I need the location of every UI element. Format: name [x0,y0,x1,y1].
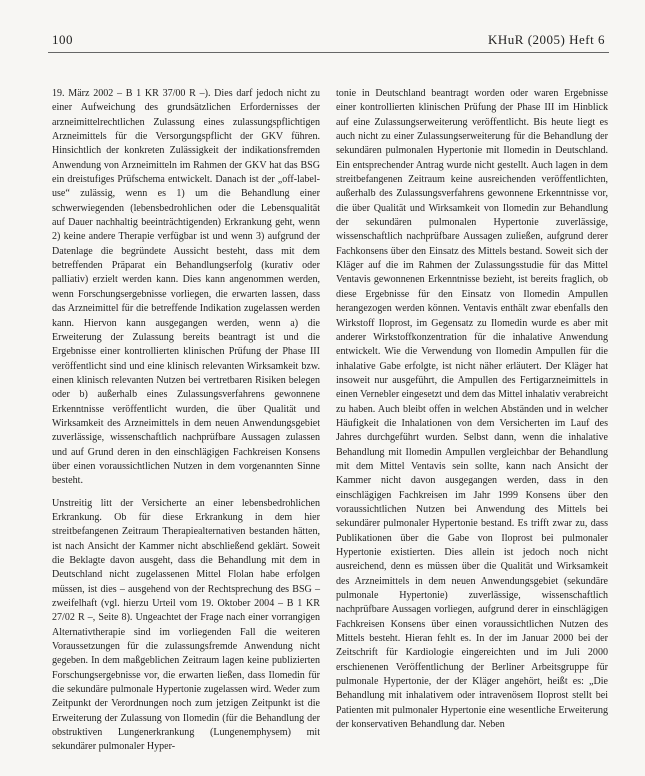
paragraph: 19. März 2002 – B 1 KR 37/00 R –). Dies darf jedoch nicht zu einer Aufweichung des grundsätzlichen Erfordernisses der arzneimittelrechtlichen Zulassung eines zulassungspflichtigen Arzneimittels für die Versorgungspflicht der GKV führen. Hinsichtlich der konkreten Zulässigkeit der indikationsfremden Anwendung von Arzneimitteln im Rahmen der GKV hat das BSG ein dreistufiges Prüfschema entwickelt. Danach ist der „off-label-use“ zulässig, wenn es 1) um die Behandlung einer schwerwiegenden (lebensbedrohlichen oder die Lebensqualität auf Dauer nachhaltig beeinträchtigenden) Erkrankung geht, wenn 2) keine andere Therapie verfügbar ist und wenn 3) aufgrund der Datenlage die begründete Aussicht besteht, dass mit dem betreffenden Präparat ein Behandlungserfolg (kurativ oder palliativ) erzielt werden kann. Dies kann angenommen werden, wenn Forschungsergebnisse vorliegen, die erwarten lassen, dass das Arzneimittel für die betreffende Indikation zugelassen werden kann. Hiervon kann ausgegangen werden, wenn a) die Erweiterung der Zulassung bereits beantragt ist und die Ergebnisse einer kontrollierten klinischen Prüfung der Phase III veröffentlicht sind und eine klinisch relevanten Wirksamkeit bzw. einen klinisch relevanten Nutzen bei vertretbaren Risiken belegen oder b) außerhalb eines Zulassungsverfahrens gewonnene Erkenntnisse veröffentlicht wurden, die über Qualität und Wirksamkeit des Arzneimittels in dem neuen Anwendungsgebiet zuverlässige, wissenschaftlich nachprüfbare Aussagen zulassen und auf Grund deren in den einschlägigen Fachkreisen Konsens über einen voraussichtlichen Nutzen in dem vorgenannten Sinne besteht. [52,88,320,487]
right-column [336,87,608,732]
paragraph: tonie in Deutschland beantragt worden oder waren Ergebnisse einer kontrollierten klinischen Prüfung der Phase III im Hinblick auf eine Zulassungserweiterung veröffentlicht. Bis heute liegt es auch nicht zu einer Zulassungserweiterung für die Behandlung der sekundären pulmonalen Hypertonie mit Ilomedin in Deutschland. Ein entsprechender Antrag wurde nicht gestellt. Auch lagen in dem streitbefangenen Zeitraum keine ausreichenden veröffentlichten, außerhalb des Zulassungsverfahrens gewonnene Erkenntnisse vor, die über Qualität und Wirksamkeit von Ilomedin zur Behandlung der sekundären pulmonalen Hypertonie zuverlässige, wissenschaftlich nachprüfbare Aussagen zuließen, aufgrund derer Fachkonsens über den Einsatz des Mittels bestand. Soweit sich der Kläger auf die im Rahmen der Zulassungsstudie für das Mittel Ventavis gewonnenen Erkenntnisse bezieht, ist bereits fraglich, ob diese Ergebnisse für den Einsatz von Ilomedin Ampullen herangezogen werden können. Ventavis enthält zwar ebenfalls den Wirkstoff Iloprost, im Gegensatz zu Ilomedin wurde es aber mit anderer Wirkstoffkonzentration für die inhalative Anwendung entwickelt. Wie die Verwendung von Ilomedin Ampullen für die inhalative Gabe erfolgte, ist nicht näher erläutert. Der Kläger hat insoweit nur ausgeführt, die Ampullen des Fertigarzneimittels in einen Vernebler eingesetzt und dem das Mittel inhalativ verabreicht zu haben. Auch bleibt offen in welchen Abständen und in welcher Häufigkeit die Inhalationen von dem Versicherten im Lauf des Jahres durchgeführt wurden. Selbst dann, wenn die inhalative Behandlung mit Ilomedin Ampullen vergleichbar der Behandlung mit dem Mittel Ventavis sein sollte, kann nach Ansicht der Kammer nicht davon ausgegangen werden, dass in den einschlägigen Fachkreisen im Jahr 1999 Konsens über den voraussichtlichen Nutzen bei Anwendung des Mittels bei sekundärer pulmonaler Hypertonie bestand. Es trifft zwar zu, dass Publikationen über die Gabe von Iloprost bei pulmonaler Hypertonie existierten. Dies allein ist jedoch noch nicht ausreichend, denn es müssen über die Qualität und Wirksamkeit des Arzneimittels in dem neuen Anwendungsgebiet (sekundäre pulmonale Hypertonie) zuverlässige, wissenschaftlich nachprüfbare Aussagen vorliegen, aufgrund derer in einschlägigen Fachkreisen Konsens über einen voraussichtlichen Nutzen des Mittels besteht. Hieran fehlt es. In der im Januar 2000 bei der Zeitschrift für Kardiologie eingereichten und im Juli 2000 erschienenen Veröffentlichung der Berliner Arbeitsgruppe für pulmonale Hypertonie, der der Kläger angehört, heißt es: „Die Behandlung mit inhalativem oder intravenösem Iloprost stellt bei Patienten mit pulmonaler Hypertonie eine wesentliche Erweiterung der konservativen Behandlung dar. Neben [336,88,608,731]
page-number: 100 [52,32,73,47]
journal-reference: KHuR (2005) Heft 6 [488,32,605,47]
paragraph: Unstreitig litt der Versicherte an einer lebensbedrohlichen Erkrankung. Ob für diese Erkrankung in dem hier streitbefangenen Zeitraum Therapiealternativen bestanden hätten, ist nach Ansicht der Kammer nicht abschließend geklärt. Soweit die Beklagte davon ausgeht, dass die Behandlung mit dem in Deutschland nicht zugelassenen Mittel Flolan habe erfolgen müssen, ist dies – ausgehend von der Rechtsprechung des BSG – zweifelhaft (vgl. hierzu Urteil vom 19. Oktober 2004 – B 1 KR 27/02 R –, Seite 8). Ungeachtet der Frage nach einer vorrangigen Alternativtherapie sind im vorliegenden Fall die weiteren Voraussetzungen für die zulassungsfremde Anwendung nicht gegeben. In dem maßgeblichen Zeitraum lagen keine publizierten Forschungsergebnisse vor, die erwarten ließen, dass Ilomedin für die sekundäre pulmonale Hypertonie zugelassen wird. Weder zum Zeitpunkt der Verordnungen noch zum jetzigen Zeitpunkt ist die Erweiterung der Zulassung von Ilomedin (für die Behandlung der obstruktiven Lungenerkrankung (Lungenemphysem) mit sekundärer pulmonaler Hyper- [52,497,320,753]
page-header [0,0,645,60]
left-column [52,87,320,755]
header-rule [48,52,609,53]
